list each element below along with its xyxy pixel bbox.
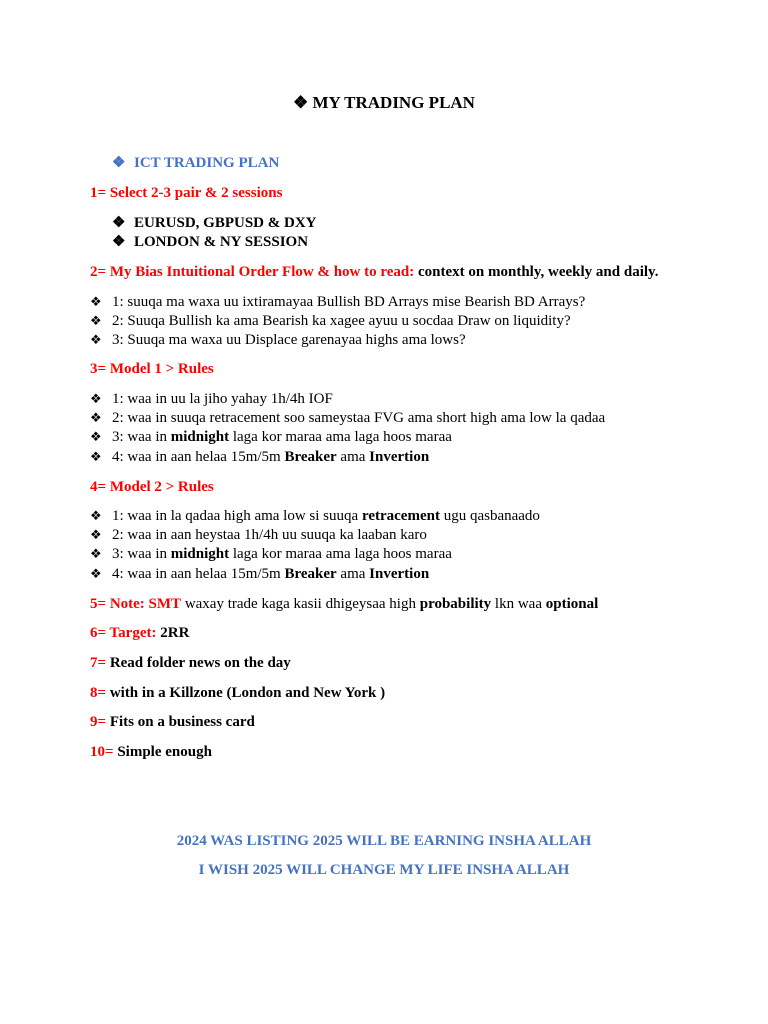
- list-item-text: ama: [340, 449, 366, 465]
- item-2: [90, 263, 658, 281]
- item-heading: Target:: [109, 625, 157, 641]
- diamond-bullet-icon: ❖: [293, 93, 309, 112]
- item-text: context on monthly, weekly and daily.: [418, 264, 659, 280]
- item-text: lkn waa: [494, 596, 542, 612]
- item-9: [90, 713, 255, 731]
- list-item-text: 3: waa in: [112, 429, 167, 445]
- item-10: [90, 743, 212, 761]
- list-item: [90, 331, 466, 349]
- diamond-bullet-icon: ❖: [112, 155, 126, 171]
- pair-text: LONDON & NY SESSION: [134, 234, 309, 250]
- item-5: [90, 595, 598, 613]
- diamond-bullet-icon: ❖: [90, 449, 102, 464]
- item-text: waxay trade kaga kasii dhigeysaa high: [184, 596, 416, 612]
- diamond-bullet-icon: ❖: [90, 410, 102, 425]
- list-item-text: 4: waa in aan helaa 15m/5m: [112, 566, 281, 582]
- pair-text: EURUSD, GBPUSD & DXY: [134, 215, 317, 231]
- item-number: 6=: [90, 625, 107, 641]
- emphasis-text: midnight: [170, 546, 230, 562]
- list-item: [90, 565, 429, 583]
- pair-list-item: [112, 233, 308, 251]
- item-1: [90, 184, 282, 202]
- diamond-bullet-icon: ❖: [90, 566, 102, 581]
- item-text: Model 1 > Rules: [109, 361, 214, 377]
- list-item-text: 4: waa in aan helaa 15m/5m: [112, 449, 281, 465]
- subheading-text: ICT TRADING PLAN: [134, 155, 280, 171]
- item-heading: My Bias Intuitional Order Flow & how to read:: [109, 264, 415, 280]
- emphasis-text: Invertion: [369, 566, 430, 582]
- diamond-bullet-icon: ❖: [112, 215, 126, 231]
- list-item-text: ugu qasbanaado: [443, 508, 540, 524]
- item-4: [90, 478, 214, 496]
- item-7: [90, 654, 291, 672]
- diamond-bullet-icon: ❖: [90, 429, 102, 444]
- item-text: with in a Killzone (London and New York ): [109, 685, 386, 701]
- item-number: 1=: [90, 185, 107, 201]
- item-text: Model 2 > Rules: [109, 479, 214, 495]
- diamond-bullet-icon: ❖: [112, 234, 126, 250]
- emphasis-text: Invertion: [369, 449, 430, 465]
- list-item-text: laga kor maraa ama laga hoos maraa: [232, 429, 452, 445]
- list-item: [90, 312, 571, 330]
- footer-line: I WISH 2025 WILL CHANGE MY LIFE INSHA ALLAH: [198, 862, 570, 878]
- emphasis-text: probability: [419, 596, 492, 612]
- list-item-text: 3: waa in: [112, 546, 167, 562]
- list-item: [90, 390, 333, 408]
- list-item-text: laga kor maraa ama laga hoos maraa: [232, 546, 452, 562]
- page-title-text: MY TRADING PLAN: [312, 93, 475, 112]
- page-title: [0, 94, 768, 112]
- emphasis-text: midnight: [170, 429, 230, 445]
- list-item-text: 2: waa in suuqa retracement soo sameystaa FVG ama short high ama low la qadaa: [112, 410, 606, 426]
- item-number: 2=: [90, 264, 107, 280]
- item-number: 9=: [90, 714, 107, 730]
- list-item-text: ama: [340, 566, 366, 582]
- list-item-text: 1: waa in la qadaa high ama low si suuqa: [112, 508, 359, 524]
- item-number: 10=: [90, 744, 114, 760]
- item-number: 4=: [90, 479, 107, 495]
- diamond-bullet-icon: ❖: [90, 294, 102, 309]
- diamond-bullet-icon: ❖: [90, 332, 102, 347]
- emphasis-text: retracement: [361, 508, 440, 524]
- item-8: [90, 684, 385, 702]
- list-item: [90, 409, 605, 427]
- list-item-text: 2: waa in aan heystaa 1h/4h uu suuqa ka laaban karo: [112, 527, 427, 543]
- diamond-bullet-icon: ❖: [90, 508, 102, 523]
- item-3: [90, 360, 214, 378]
- emphasis-text: Breaker: [284, 566, 337, 582]
- item-text: Fits on a business card: [109, 714, 255, 730]
- item-text: Simple enough: [117, 744, 212, 760]
- footer-line: 2024 WAS LISTING 2025 WILL BE EARNING INSHA ALLAH: [176, 833, 592, 849]
- diamond-bullet-icon: ❖: [90, 391, 102, 406]
- diamond-bullet-icon: ❖: [90, 546, 102, 561]
- list-item: [90, 545, 452, 563]
- list-item: [90, 448, 429, 466]
- diamond-bullet-icon: ❖: [90, 313, 102, 328]
- diamond-bullet-icon: ❖: [90, 527, 102, 542]
- list-item: [90, 526, 427, 544]
- subheading: [112, 154, 279, 172]
- list-item-text: 1: waa in uu la jiho yahay 1h/4h IOF: [112, 391, 333, 407]
- emphasis-text: Breaker: [284, 449, 337, 465]
- item-number: 3=: [90, 361, 107, 377]
- list-item-text: 3: Suuqa ma waxa uu Displace garenayaa highs ama lows?: [112, 332, 466, 348]
- item-6: [90, 624, 189, 642]
- pair-list-item: [112, 214, 317, 232]
- list-item: [90, 293, 585, 311]
- list-item-text: 2: Suuqa Bullish ka ama Bearish ka xagee ayuu u socdaa Draw on liquidity?: [112, 313, 571, 329]
- list-item: [90, 428, 452, 446]
- item-text: Read folder news on the day: [109, 655, 291, 671]
- item-text: Select 2-3 pair & 2 sessions: [109, 185, 283, 201]
- item-text: 2RR: [160, 625, 190, 641]
- item-number: 8=: [90, 685, 107, 701]
- item-number: 7=: [90, 655, 107, 671]
- item-heading: Note: SMT: [109, 596, 182, 612]
- list-item-text: 1: suuqa ma waxa uu ixtiramayaa Bullish BD Arrays mise Bearish BD Arrays?: [112, 294, 586, 310]
- emphasis-text: optional: [545, 596, 599, 612]
- list-item: [90, 507, 540, 525]
- item-number: 5=: [90, 596, 107, 612]
